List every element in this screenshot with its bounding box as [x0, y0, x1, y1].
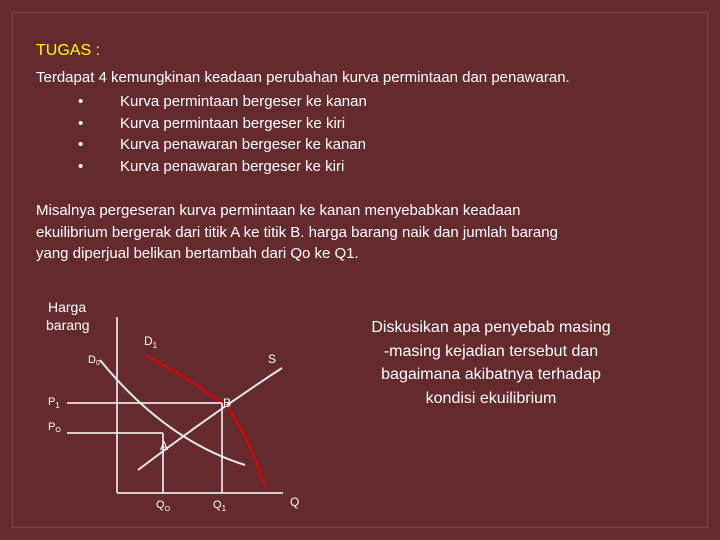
point-a-label: A: [160, 439, 169, 453]
label-q0: $Q_O$: [156, 499, 171, 513]
bullet-text: Kurva penawaran bergeser ke kiri: [120, 157, 345, 175]
discussion-line: -masing kejadian tersebut dan: [383, 342, 599, 360]
bullet-text: Kurva permintaan bergeser ke kiri: [120, 114, 346, 132]
label-p0: PO: [48, 421, 61, 434]
label-p1: $P_1$: [48, 396, 60, 410]
label-d0: D0: [88, 354, 100, 367]
bullet-dot: •: [78, 157, 84, 175]
discussion-line: Diskusikan apa penyebab masing: [371, 319, 611, 336]
paragraph-line: yang diperjual belikan bertambah dari Qo ke Q1.: [36, 245, 359, 262]
discussion-line: bagaimana akibatnya terhadap: [381, 366, 601, 383]
demand-curve-d0: [100, 360, 245, 465]
point-b-label: B: [223, 396, 232, 410]
y-axis-label-line: barang: [46, 317, 90, 333]
bullet-dot: •: [78, 93, 84, 110]
label-d1: $D_1$: [144, 334, 158, 350]
discussion-line: kondisi ekuilibrium: [425, 389, 557, 407]
label-supply: S: [268, 352, 277, 366]
intro-text: Terdapat 4 kemungkinan keadaan perubahan kurva permintaan dan penawaran.: [36, 69, 570, 86]
label-q1: $Q_1$: [213, 499, 227, 513]
paragraph-line: ekuilibrium bergerak dari titik A ke titik B. harga barang naik dan jumlah barang: [36, 223, 558, 241]
bullet-text: Kurva penawaran bergeser ke kanan: [120, 136, 366, 153]
paragraph-line: Misalnya pergeseran kurva permintaan ke kanan menyebabkan keadaan: [36, 202, 521, 219]
bullet-text: Kurva permintaan bergeser ke kanan: [120, 93, 367, 110]
slide-title: TUGAS :: [36, 42, 101, 59]
bullet-dot: •: [78, 136, 84, 153]
y-axis-label-line: Harga: [48, 299, 87, 315]
x-axis-label: Q: [290, 495, 300, 509]
bullet-dot: •: [78, 114, 84, 132]
